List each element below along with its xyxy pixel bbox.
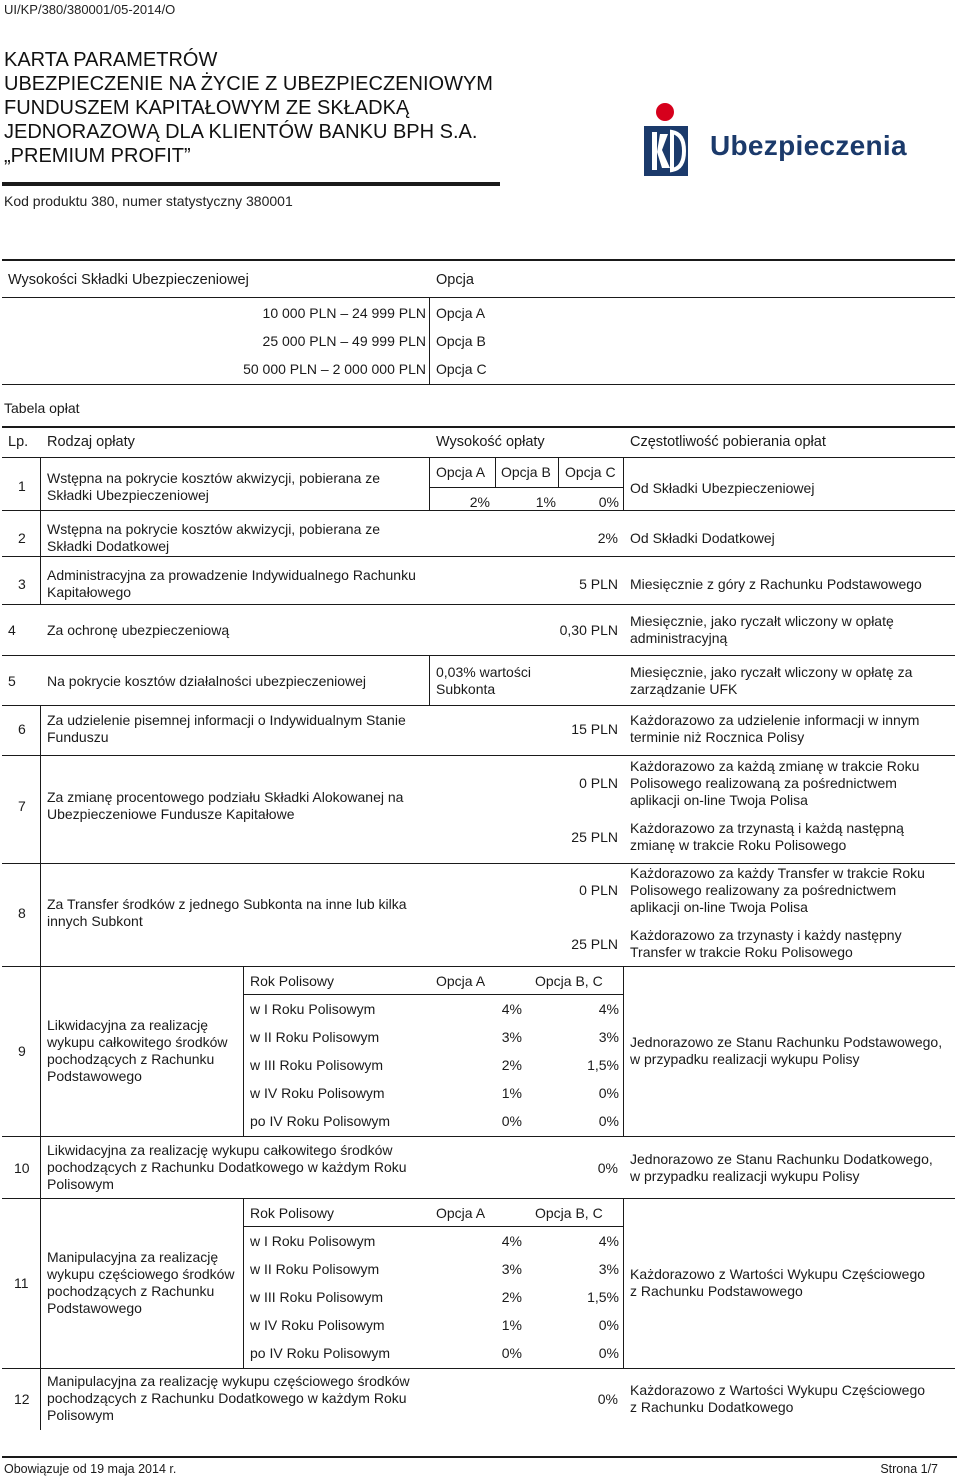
company-logo — [638, 100, 907, 184]
table-rule — [2, 966, 955, 967]
column-divider — [40, 705, 41, 755]
product-code: Kod produktu 380, numer statystyczny 380001 — [4, 193, 293, 209]
title-line: FUNDUSZEM KAPITAŁOWYM ZE SKŁADKĄ — [4, 97, 410, 119]
fee-option-value: 2% — [469, 494, 490, 510]
fee-frequency: Miesięcznie, jako ryczałt wliczony w opłatę za zarządzanie UFK — [630, 664, 913, 697]
subtable-value: 3% — [598, 1029, 619, 1045]
subtable-year: w II Roku Polisowym — [250, 1261, 380, 1277]
fee-frequency: Miesięcznie z góry z Rachunku Podstawowego — [630, 576, 922, 592]
subtable-value: 0% — [501, 1113, 522, 1129]
fee-frequency: Jednorazowo ze Stanu Rachunku Dodatkowego, w przypadku realizacji wykupu Polisy — [630, 1151, 933, 1184]
fee-number: 12 — [14, 1391, 30, 1407]
table-rule — [2, 510, 955, 511]
fee-amount: 0 PLN — [579, 775, 618, 791]
fee-frequency: Każdorazowo za każdy Transfer w trakcie Roku Polisowego realizowany za pośrednictwem aplikacji on-line Twoja Polisa — [630, 865, 925, 915]
fees-header-frequency: Częstotliwość pobierania opłat — [630, 434, 826, 450]
column-divider — [40, 863, 41, 966]
title-line: „PREMIUM PROFIT” — [4, 145, 191, 167]
table-rule — [2, 604, 955, 605]
fees-section-label: Tabela opłat — [4, 400, 80, 416]
subtable-value: 4% — [501, 1001, 522, 1017]
column-divider — [40, 1368, 41, 1430]
fee-type: Za ochronę ubezpieczeniową — [47, 622, 230, 638]
table-rule — [2, 755, 955, 756]
table-rule — [243, 994, 623, 995]
document-code: UI/KP/380/380001/05-2014/O — [4, 2, 176, 17]
table-rule — [2, 556, 955, 557]
subtable-value: 4% — [501, 1233, 522, 1249]
subtable-value: 3% — [501, 1029, 522, 1045]
fee-frequency: Od Składki Ubezpieczeniowej — [630, 480, 815, 496]
subtable-value: 0% — [598, 1113, 619, 1129]
fee-type: Wstępna na pokrycie kosztów akwizycji, pobierana ze Składki Dodatkowej — [47, 521, 381, 554]
fee-frequency: Każdorazowo za trzynasty i każdy następny Transfer w trakcie Roku Polisowego — [630, 927, 902, 960]
table-rule — [2, 384, 955, 385]
fee-type: Na pokrycie kosztów działalności ubezpieczeniowej — [47, 673, 367, 689]
fee-frequency: Jednorazowo ze Stanu Rachunku Podstawowego, w przypadku realizacji wykupu Polisy — [630, 1034, 943, 1067]
fee-amount: 5 PLN — [579, 576, 618, 592]
fee-number: 3 — [18, 576, 26, 592]
column-divider — [40, 1198, 41, 1368]
premium-option: Opcja B — [436, 333, 486, 349]
fee-frequency: Każdorazowo za trzynastą i każdą następną zmianę w trakcie Roku Polisowego — [630, 820, 904, 853]
fee-frequency: Każdorazowo za każdą zmianę w trakcie Roku Polisowego realizowaną za pośrednictwem aplikacji on-line Twoja Polisa — [630, 758, 920, 808]
fee-option-value: 0% — [598, 494, 619, 510]
subtable-year: w I Roku Polisowym — [250, 1001, 376, 1017]
subtable-header: Opcja B, C — [535, 1205, 603, 1221]
fee-option-label: Opcja A — [436, 464, 486, 480]
subtable-value: 3% — [598, 1261, 619, 1277]
fee-number: 5 — [8, 673, 16, 689]
subtable-value: 0% — [598, 1085, 619, 1101]
fee-frequency: Każdorazowo z Wartości Wykupu Częściowego z Rachunku Podstawowego — [630, 1266, 926, 1299]
subtable-year: w IV Roku Polisowym — [250, 1085, 385, 1101]
fee-type: Manipulacyjna za realizację wykupu częściowego środków pochodzących z Rachunku Podstawowego — [47, 1249, 235, 1316]
page-number: Strona 1/7 — [880, 1462, 938, 1476]
fee-type: Manipulacyjna za realizację wykupu częściowego środków pochodzących z Rachunku Dodatkowego w każdym Roku Polisowym — [47, 1373, 410, 1423]
table-rule — [2, 1368, 955, 1369]
column-divider — [243, 1198, 244, 1368]
fee-number: 8 — [18, 905, 26, 921]
fees-header-type: Rodzaj opłaty — [47, 434, 135, 450]
column-divider — [429, 297, 430, 384]
subtable-value: 0% — [501, 1345, 522, 1361]
subtable-header: Opcja A — [436, 1205, 486, 1221]
subtable-header: Rok Polisowy — [250, 1205, 335, 1221]
fee-number: 2 — [18, 530, 26, 546]
column-divider — [40, 755, 41, 863]
table-rule — [2, 426, 955, 428]
fees-header-no: Lp. — [8, 434, 29, 450]
subtable-value: 2% — [501, 1289, 522, 1305]
fee-number: 1 — [18, 478, 26, 494]
subtable-year: w IV Roku Polisowym — [250, 1317, 385, 1333]
title-line: KARTA PARAMETRÓW — [4, 49, 218, 71]
subtable-year: po IV Roku Polisowym — [250, 1345, 391, 1361]
fee-amount: 15 PLN — [571, 721, 618, 737]
premium-option: Opcja A — [436, 305, 486, 321]
fee-type: Za zmianę procentowego podziału Składki Alokowanej na Ubezpieczeniowe Fundusze Kapitałowe — [47, 789, 404, 822]
premium-range: 25 000 PLN – 49 999 PLN — [262, 333, 426, 349]
table-rule — [2, 297, 955, 298]
subtable-year: po IV Roku Polisowym — [250, 1113, 391, 1129]
effective-date: Obowiązuje od 19 maja 2014 r. — [4, 1462, 177, 1476]
premium-option: Opcja C — [436, 361, 487, 377]
subtable-year: w III Roku Polisowym — [250, 1289, 384, 1305]
subtable-value: 1% — [501, 1085, 522, 1101]
column-divider — [623, 966, 624, 1136]
fee-number: 6 — [18, 721, 26, 737]
fee-number: 10 — [14, 1160, 30, 1176]
fee-amount: 0% — [597, 1391, 618, 1407]
column-divider — [40, 1136, 41, 1198]
fee-amount: 25 PLN — [571, 936, 618, 952]
subtable-value: 3% — [501, 1261, 522, 1277]
page-title — [4, 48, 493, 168]
subtable-value: 1% — [501, 1317, 522, 1333]
title-line: JEDNORAZOWĄ DLA KLIENTÓW BANKU BPH S.A. — [4, 121, 478, 143]
subtable-value: 0% — [598, 1345, 619, 1361]
column-divider — [558, 457, 559, 487]
table-rule — [2, 1198, 955, 1199]
subtable-header: Opcja B, C — [535, 973, 603, 989]
column-divider — [495, 457, 496, 487]
fee-amount: 0 PLN — [579, 882, 618, 898]
premium-range: 50 000 PLN – 2 000 000 PLN — [243, 361, 426, 377]
table-rule — [429, 487, 623, 488]
column-divider — [623, 457, 624, 510]
column-divider — [623, 1198, 624, 1368]
premium-range: 10 000 PLN – 24 999 PLN — [262, 305, 426, 321]
subtable-header: Opcja A — [436, 973, 486, 989]
column-divider — [40, 457, 41, 556]
logo-text: Ubezpieczenia — [710, 130, 907, 161]
table-rule — [243, 1226, 623, 1227]
subtable-value: 2% — [501, 1057, 522, 1073]
fee-number: 9 — [18, 1043, 26, 1059]
fee-option-label: Opcja C — [565, 464, 616, 480]
fee-amount: 0,30 PLN — [559, 622, 618, 638]
footer-divider — [2, 1456, 957, 1458]
subtable-year: w I Roku Polisowym — [250, 1233, 376, 1249]
fee-frequency: Od Składki Dodatkowej — [630, 530, 775, 546]
fee-type: Za Transfer środków z jednego Subkonta na inne lub kilka innych Subkont — [47, 896, 407, 929]
fee-option-label: Opcja B — [501, 464, 551, 480]
fee-amount: 0,03% wartości Subkonta — [436, 664, 531, 697]
fee-option-value: 1% — [535, 494, 556, 510]
fee-number: 4 — [8, 622, 16, 638]
table-rule — [2, 259, 955, 261]
title-divider — [2, 182, 500, 186]
fee-frequency: Każdorazowo za udzielenie informacji w innym terminie niż Rocznica Polisy — [630, 712, 920, 745]
pko-logo-icon — [638, 100, 698, 184]
column-divider — [40, 966, 41, 1136]
fee-amount: 25 PLN — [571, 829, 618, 845]
subtable-value: 0% — [598, 1317, 619, 1333]
subtable-value: 1,5% — [587, 1289, 619, 1305]
title-line: UBEZPIECZENIE NA ŻYCIE Z UBEZPIECZENIOWYM — [4, 73, 493, 95]
premium-header-option: Opcja — [436, 272, 474, 288]
table-rule — [2, 705, 955, 706]
table-rule — [2, 457, 955, 458]
fee-number: 11 — [14, 1275, 29, 1291]
column-divider — [243, 966, 244, 1136]
subtable-year: w II Roku Polisowym — [250, 1029, 380, 1045]
fee-type: Administracyjna za prowadzenie Indywidualnego Rachunku Kapitałowego — [47, 567, 416, 600]
subtable-value: 1,5% — [587, 1057, 619, 1073]
subtable-year: w III Roku Polisowym — [250, 1057, 384, 1073]
column-divider — [40, 556, 41, 604]
table-rule — [2, 655, 955, 656]
fee-type: Likwidacyjna za realizację wykupu całkowitego środków pochodzących z Rachunku Podstawowego — [47, 1017, 228, 1084]
fee-frequency: Miesięcznie, jako ryczałt wliczony w opłatę administracyjną — [630, 613, 894, 646]
premium-header-amount: Wysokości Składki Ubezpieczeniowej — [8, 272, 249, 288]
fee-type: Za udzielenie pisemnej informacji o Indywidualnym Stanie Funduszu — [47, 712, 406, 745]
subtable-value: 4% — [598, 1001, 619, 1017]
subtable-value: 4% — [598, 1233, 619, 1249]
fee-amount: 0% — [597, 1160, 618, 1176]
fee-amount: 2% — [597, 530, 618, 546]
subtable-header: Rok Polisowy — [250, 973, 335, 989]
table-rule — [2, 863, 955, 864]
column-divider — [429, 655, 430, 705]
table-rule — [2, 1136, 955, 1137]
fees-header-amount: Wysokość opłaty — [436, 434, 545, 450]
fee-type: Likwidacyjna za realizację wykupu całkowitego środków pochodzących z Rachunku Dodatkowego w każdym Roku Polisowym — [47, 1142, 407, 1192]
fee-frequency: Każdorazowo z Wartości Wykupu Częściowego z Rachunku Dodatkowego — [630, 1382, 926, 1415]
fee-type: Wstępna na pokrycie kosztów akwizycji, pobierana ze Składki Ubezpieczeniowej — [47, 470, 381, 503]
fee-number: 7 — [18, 798, 26, 814]
